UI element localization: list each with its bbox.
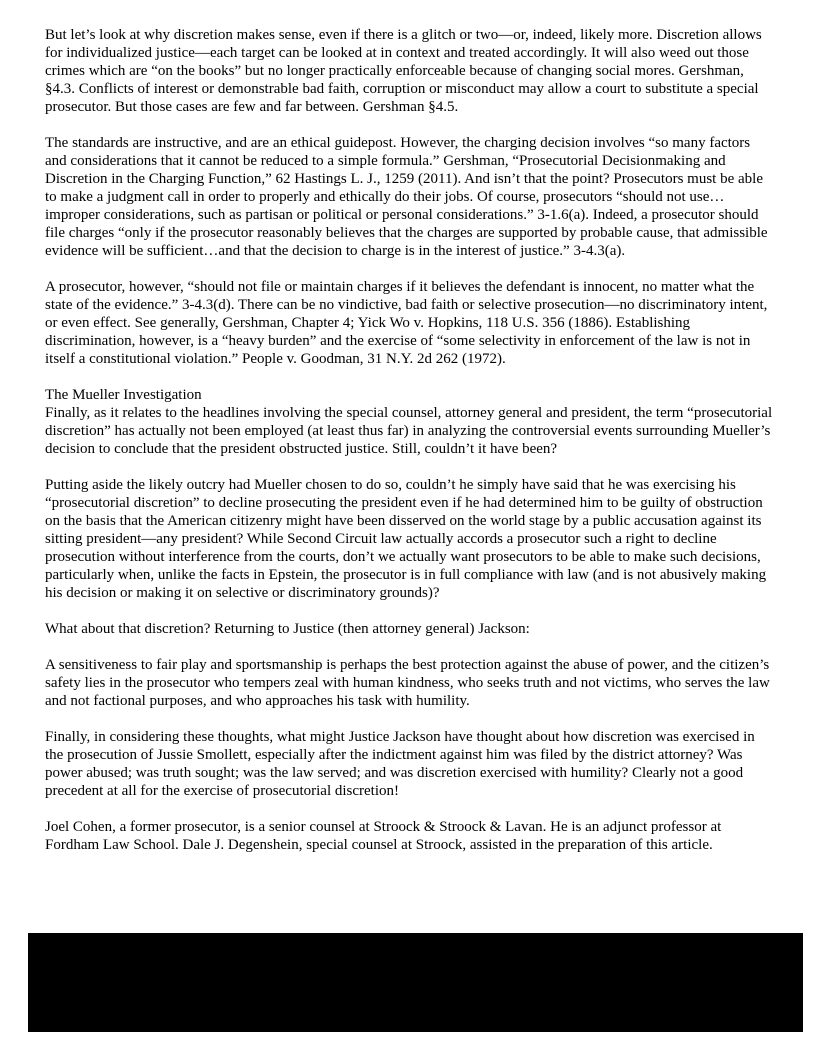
paragraph-prosecutor-innocent: A prosecutor, however, “should not file or maintain charges if it believes the defendant is innocent, no matter what the state of the evidence.” 3-4.3(d). There can be no vindictive, bad faith or selective prosecution—no discriminatory intent, or even effect. See generally, Gershman, Chapter 4; Yick Wo v. Hopkins, 118 U.S. 356 (1886). Establishing discrimination, however, is a “heavy burden” and the exercise of “some selectivity in enforcement of the law is not in itself a constitutional violation.” People v. Goodman, 31 N.Y. 2d 262 (1972).	[45, 279, 768, 367]
paragraph-standards: The standards are instructive, and are an ethical guidepost. However, the charging decision involves “so many factors and considerations that it cannot be reduced to a simple formula.” Gershman, “Prosecutorial Decisionmaking and Discretion in the Charging Function,” 62 Hastings L. J., 1259 (2011). And isn’t that the point? Prosecutors must be able to make a judgment call in order to properly and ethically do their jobs. Of course, prosecutors “should not use…improper considerations, such as partisan or political or personal considerations.” 3-1.6(a). Indeed, a prosecutor should file charges “only if the prosecutor reasonably believes that the charges are supported by probable cause, that admissible evidence will be sufficient…and that the decision to charge is in the interest of justice.” 3-4.3(a).	[45, 135, 768, 259]
paragraph-mueller-intro: Finally, as it relates to the headlines involving the special counsel, attorney general and president, the term “prosecutorial discretion” has actually not been employed (at least thus far) in analyzing the controversial events surrounding Mueller’s decision to conclude that the president obstructed justice. Still, couldn’t it have been?	[45, 405, 773, 457]
section-heading: The Mueller Investigation	[45, 387, 202, 403]
footer-black-bar	[28, 933, 803, 1032]
paragraph-mueller-outcry: Putting aside the likely outcry had Mueller chosen to do so, couldn’t he simply have said that he was exercising his “prosecutorial discretion” to decline prosecuting the president even if he had determined him to be guilty of obstruction on the basis that the American citizenry might have been disserved on the world stage by a public accusation against its sitting president—any president? While Second Circuit law actually accords a prosecutor such a right to decline prosecution without interference from the courts, don’t we actually want prosecutors to be able to make such decisions, particularly when, unlike the facts in Epstein, the prosecutor is in full compliance with law (and is not abusively making his decision or making it on selective or discriminatory grounds)?	[45, 477, 767, 601]
article-body	[45, 26, 773, 872]
author-bio: Joel Cohen, a former prosecutor, is a senior counsel at Stroock & Stroock & Lavan. He is an adjunct professor at Fordham Law School. Dale J. Degenshein, special counsel at Stroock, assisted in the preparation of this article.	[45, 819, 722, 853]
paragraph-smollett: Finally, in considering these thoughts, what might Justice Jackson have thought about how discretion was exercised in the prosecution of Jussie Smollett, especially after the indictment against him was filed by the district attorney? Was power abused; was truth sought; was the law served; and was discretion exercised with humility? Clearly not a good precedent at all for the exercise of prosecutorial discretion!	[45, 729, 755, 799]
paragraph-discretion-sense: But let’s look at why discretion makes sense, even if there is a glitch or two—or, indeed, likely more. Discretion allows for individualized justice—each target can be looked at in context and treated accordingly. It will also weed out those crimes which are “on the books” but no longer practically enforceable because of changing social mores. Gershman, §4.3. Conflicts of interest or demonstrable bad faith, corruption or misconduct may allow a court to substitute a special prosecutor. But those cases are few and far between. Gershman §4.5.	[45, 27, 762, 115]
paragraph-jackson-quote: A sensitiveness to fair play and sportsmanship is perhaps the best protection against the abuse of power, and the citizen’s safety lies in the prosecutor who tempers zeal with human kindness, who seeks truth and not victims, who serves the law and not factional purposes, and who approaches his task with humility.	[45, 657, 770, 709]
paragraph-jackson-intro: What about that discretion? Returning to Justice (then attorney general) Jackson:	[45, 621, 530, 637]
section-mueller	[45, 386, 773, 458]
